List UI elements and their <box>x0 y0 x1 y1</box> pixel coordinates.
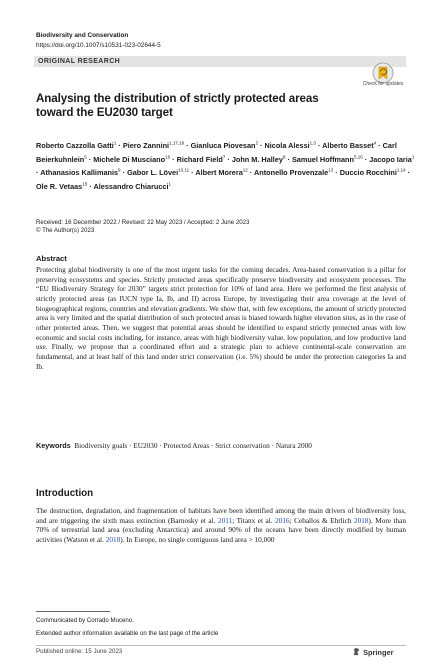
keywords-label: Keywords <box>36 441 71 450</box>
author-name: Alberto Basset <box>322 141 374 151</box>
author-separator: · <box>376 141 383 151</box>
author-name: Piero Zannini <box>122 141 170 151</box>
author-separator: · <box>184 141 191 151</box>
author-name: Gianluca Piovesan <box>190 141 256 151</box>
received-revised-accepted: Received: 16 December 2022 / Revised: 22 May 2023 / Accepted: 2 June 2023 <box>36 219 250 226</box>
author[interactable] <box>36 141 123 150</box>
author-affiliation: 13 <box>328 167 334 173</box>
published-online: Published online: 15 June 2023 <box>36 648 123 655</box>
author-separator: · <box>247 168 254 178</box>
intro-text-3: ; Ceballos & Ehrlich <box>289 516 355 525</box>
author-name: Roberto Cazzolla Gatti <box>36 141 114 151</box>
author-affiliation: 7 <box>222 154 226 160</box>
author[interactable] <box>195 168 254 177</box>
author-affiliation: 4 <box>373 141 377 146</box>
introduction-text <box>36 507 406 546</box>
check-for-updates-label: Check for updates <box>362 81 404 87</box>
author-affiliation: 9 <box>118 167 121 173</box>
author-separator: · <box>170 154 177 164</box>
author[interactable] <box>322 141 383 150</box>
author-separator: · <box>116 141 123 151</box>
author-affiliation: 16 <box>165 154 171 160</box>
author-separator: · <box>189 168 196 178</box>
author[interactable] <box>40 168 127 177</box>
author-name: Antonello Provenzale <box>254 168 329 178</box>
footnote-divider <box>36 611 110 612</box>
keywords-list: Biodiversity goals · EU2030 · Protected Areas · Strict conservation · Natura 2000 <box>74 442 312 450</box>
author[interactable] <box>292 155 369 164</box>
author-separator: · <box>225 154 232 164</box>
communicated-by: Communicated by Corrado Muceno. <box>36 617 134 624</box>
journal-name: Biodiversity and Conservation <box>36 32 129 39</box>
author-affiliation: 5,16 <box>353 154 363 160</box>
springer-horse-icon <box>352 647 361 656</box>
intro-text-2: ; Titanx et al. <box>232 516 276 525</box>
author-separator: · <box>87 181 94 191</box>
author[interactable] <box>191 141 265 150</box>
author-name: Albert Morera <box>195 168 243 178</box>
doi-link[interactable]: https://doi.org/10.1007/s10531-023-02644-5 <box>36 42 161 49</box>
publisher-logo <box>352 647 393 657</box>
author[interactable] <box>93 182 171 191</box>
author-name: Gabor L. Lövei <box>127 168 179 178</box>
author-affiliation: 1 <box>411 154 415 160</box>
author-name: Ole R. Vetaas <box>36 181 83 191</box>
author-name: Richard Field <box>176 154 223 164</box>
author[interactable] <box>340 168 410 177</box>
section-label: ORIGINAL RESEARCH <box>34 56 406 67</box>
author-name: Carl Beierkuhnlein <box>36 141 397 164</box>
author-separator: · <box>36 168 41 178</box>
author[interactable] <box>36 182 93 191</box>
author-separator: · <box>285 154 292 164</box>
footer-divider <box>36 645 406 646</box>
author[interactable] <box>123 141 191 150</box>
author-affiliation: 1,14 <box>396 167 406 173</box>
citation-link[interactable]: 2018 <box>105 535 121 544</box>
citation-link[interactable]: 2011 <box>217 516 233 525</box>
author-separator: · <box>362 154 370 164</box>
author-separator: · <box>258 141 265 151</box>
author-name: Athanasios Kallimanis <box>40 168 119 178</box>
author-affiliation: 10,11 <box>178 167 190 173</box>
author-separator: · <box>120 168 128 178</box>
author[interactable] <box>127 168 195 177</box>
abstract-text: Protecting global biodiversity is one of the most urgent tasks for the coming decades. Area-based conservation is a pillar for preserving ecosystems and species. Strictly protected areas specifically preserve biodiversity and ecosystem processes. The “EU Biodiversity Strategy for 2030” targets strict protection for 10% of land area. Here we performed the first analysis of strictly protected areas (as IUCN type Ia, Ib, and II) across Europe, by investigating their area coverage at the level of biogeographical regions, countries and elevation gradients. We show that, with few exceptions, the amount of strictly protected area is very limited and the spatial distribution of such protected areas is biased towards higher elevation sites, as in the case of other protected areas. Then, we suggest that potential areas should be identified to expand strictly protected areas with low economic and social costs including, for instance, areas with high biodiversity value, low population, and low productive land use. Finally, we propose that a coordinated effort and a strategic plan to achieve continental-scale conservation are fundamental, and at least half of this land under strict conservation (i.e. 5%) should be under the protection categories Ia and Ib. <box>36 266 406 371</box>
check-for-updates-badge[interactable] <box>366 62 400 96</box>
author[interactable] <box>254 168 340 177</box>
author-name: Duccio Rocchini <box>339 168 397 178</box>
author[interactable] <box>265 141 323 150</box>
author-separator: · <box>315 141 323 151</box>
author-affiliation: 1,17,18 <box>169 141 185 146</box>
author-name: Samuel Hoffmann <box>291 154 354 164</box>
author-affiliation: 15 <box>82 181 88 187</box>
author-affiliation: 12 <box>242 167 248 173</box>
author-separator: · <box>333 168 340 178</box>
author-separator: · <box>86 154 94 164</box>
author[interactable] <box>93 155 176 164</box>
author-affiliation: 2 <box>255 141 258 146</box>
author-name: Jacopo Iaria <box>369 154 412 164</box>
author-name: Alessandro Chiarucci <box>93 181 169 191</box>
author-affiliation: 1 <box>113 141 117 146</box>
author-affiliation: 1 <box>168 181 172 187</box>
author-name: Nicola Alessi <box>264 141 310 151</box>
author-affiliation: 5 <box>84 154 87 160</box>
intro-text-1: The destruction, degradation, and fragmentation of habitats have been identified among the main drivers of biodiversity loss, and are triggering the sixth mass extinction (Barnosky et al. <box>36 507 406 525</box>
author-name: John M. Halley <box>231 154 283 164</box>
author-affiliation: 1,3 <box>309 141 316 146</box>
citation-link[interactable]: 2016 <box>275 516 290 525</box>
author-separator: · <box>405 168 411 178</box>
author-list <box>36 138 416 192</box>
author-affiliation: 8 <box>282 154 286 160</box>
extended-author-info: Extended author information available on the last page of the article <box>36 630 219 637</box>
introduction-heading: Introduction <box>36 488 94 499</box>
keywords <box>36 441 406 452</box>
author[interactable] <box>232 155 292 164</box>
publisher-name: Springer <box>363 648 394 657</box>
article-title: Analysing the distribution of strictly protected areas toward the EU2030 target <box>36 92 319 119</box>
author-name: Michele Di Musciano <box>93 154 166 164</box>
article-dates <box>36 219 249 235</box>
abstract-heading: Abstract <box>36 254 67 263</box>
intro-text-4: ). More than 70% of terrestrial land area (excluding Antarctica) and around 90% of the oceans have been directly modified by human activities (Watson et al. <box>36 516 406 544</box>
citation-link[interactable]: 2018 <box>354 516 369 525</box>
intro-text-5: ). In Europe, no single contiguous land area > 10,000 <box>120 535 275 544</box>
copyright-line: © The Author(s) 2023 <box>36 227 95 234</box>
author[interactable] <box>177 155 232 164</box>
